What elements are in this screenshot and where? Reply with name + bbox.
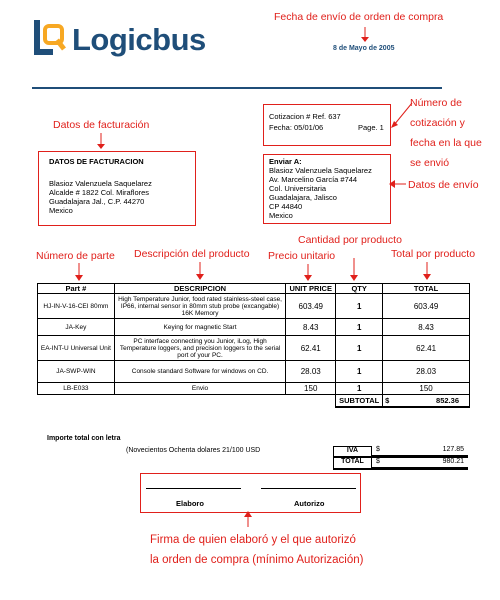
signature-line-elaboro (146, 488, 241, 489)
annotation-fecha-envio: Fecha de envío de orden de compra (274, 11, 444, 23)
logo-text: Logicbus (72, 22, 206, 57)
annotation-firma: Firma de quien elaboró y el que autorizó la orden de compra (mínimo Autorización) (150, 534, 364, 566)
cell-desc: Console standard Software for windows on CD. (114, 361, 285, 383)
cell-part: JA-SWP-WIN (38, 361, 115, 383)
cell-price: 8.43 (286, 319, 336, 336)
cell-qty: 1 (336, 361, 383, 383)
cell-desc: High Temperature Junior, food rated stainless-steel case, IP66, internal sensor in 80mm stub probe (excangable) 16K Memory (114, 294, 285, 319)
cell-desc: Keying for magnetic Start (114, 319, 285, 336)
cell-desc: Envio (114, 383, 285, 395)
cell-price: 62.41 (286, 336, 336, 361)
cell-total: 603.49 (383, 294, 470, 319)
table-row (38, 294, 470, 319)
cell-part: EA-INT-U Universal Unit (38, 336, 115, 361)
billing-box (38, 151, 196, 226)
cell-part: JA-Key (38, 319, 115, 336)
arrow-up-icon (243, 511, 253, 528)
annotation-parte: Número de parte (36, 250, 115, 262)
header-qty: QTY (336, 284, 383, 294)
billing-address: Blasioz Valenzuela Saquelarez Alcalde # 1822 Col. Miraflores Guadalajara Jal., C.P. 44270 Mexico (49, 179, 152, 215)
cell-total: 8.43 (383, 319, 470, 336)
column-arrows (0, 258, 500, 284)
cell-total: 28.03 (383, 361, 470, 383)
cell-price: 603.49 (286, 294, 336, 319)
annotation-cotizacion: Número de cotización y fecha en la que se envió (410, 97, 482, 169)
subtotal-label: SUBTOTAL (336, 395, 383, 408)
header-price: UNIT PRICE (286, 284, 336, 294)
arrow-left-icon (389, 179, 407, 189)
annotation-descripcion: Descripción del producto (134, 248, 250, 260)
cell-price: 28.03 (286, 361, 336, 383)
table-row (38, 383, 470, 395)
logicbus-logo-icon (33, 16, 67, 56)
elaboro-label: Elaboro (176, 499, 204, 508)
annotation-total: Total por producto (391, 248, 476, 260)
billing-title: DATOS DE FACTURACION (49, 157, 144, 166)
total-value: $ 980.21 (372, 458, 468, 468)
annotation-precio: Precio unitario (268, 250, 336, 262)
header-divider (32, 87, 442, 89)
iva-label: IVA (333, 446, 372, 456)
cell-total: 150 (383, 383, 470, 395)
cell-part: LB-E033 (38, 383, 115, 395)
cell-part: HJ-IN-V-16-CEI 80mm (38, 294, 115, 319)
importe-text: (Novecientos Ochenta dolares 21/100 USD (126, 447, 261, 454)
signature-box (140, 473, 361, 513)
cell-qty: 1 (336, 336, 383, 361)
iva-value: $ 127.85 (372, 446, 468, 456)
total-label: TOTAL (333, 458, 372, 468)
cell-desc: PC interface connecting you Junior, iLog, High Temperature loggers, and precision loggers to the serial port of your PC. (114, 336, 285, 361)
quote-date: Fecha: 05/01/06 (269, 123, 324, 132)
subtotal-row (38, 395, 470, 408)
signature-line-autorizo (261, 488, 356, 489)
subtotal-value: $ 852.36 (383, 395, 470, 408)
totals-box (333, 446, 468, 470)
table-header (38, 284, 470, 294)
items-table (37, 283, 470, 408)
shipping-box (263, 154, 391, 224)
cell-qty: 1 (336, 383, 383, 395)
quote-ref: Cotizacion # Ref. 637 (269, 112, 341, 121)
table-row (38, 319, 470, 336)
table-row (38, 336, 470, 361)
autorizo-label: Autorizo (294, 499, 325, 508)
annotation-facturacion: Datos de facturación (53, 119, 150, 131)
arrow-down-icon (96, 133, 106, 151)
header-part: Part # (38, 284, 115, 294)
shipping-address: Blasioz Valenzuela Saquelarez Av. Marcelino García #744 Col. Universitaria Guadalajara, Jalisco CP 44840 Mexico (269, 166, 372, 220)
quote-box (263, 104, 391, 146)
quote-page: Page. 1 (358, 123, 384, 132)
header-desc: DESCRIPCION (114, 284, 285, 294)
arrow-down-icon (360, 27, 370, 43)
annotation-cantidad: Cantidad por producto (298, 234, 402, 246)
table-row (38, 361, 470, 383)
cell-price: 150 (286, 383, 336, 395)
cell-total: 62.41 (383, 336, 470, 361)
annotation-envio: Datos de envío (408, 179, 479, 191)
importe-title: Importe total con letra (47, 435, 121, 442)
cell-qty: 1 (336, 294, 383, 319)
shipping-title: Enviar A: (269, 157, 302, 166)
header-total: TOTAL (383, 284, 470, 294)
order-date: 8 de Mayo de 2005 (333, 45, 395, 52)
cell-qty: 1 (336, 319, 383, 336)
